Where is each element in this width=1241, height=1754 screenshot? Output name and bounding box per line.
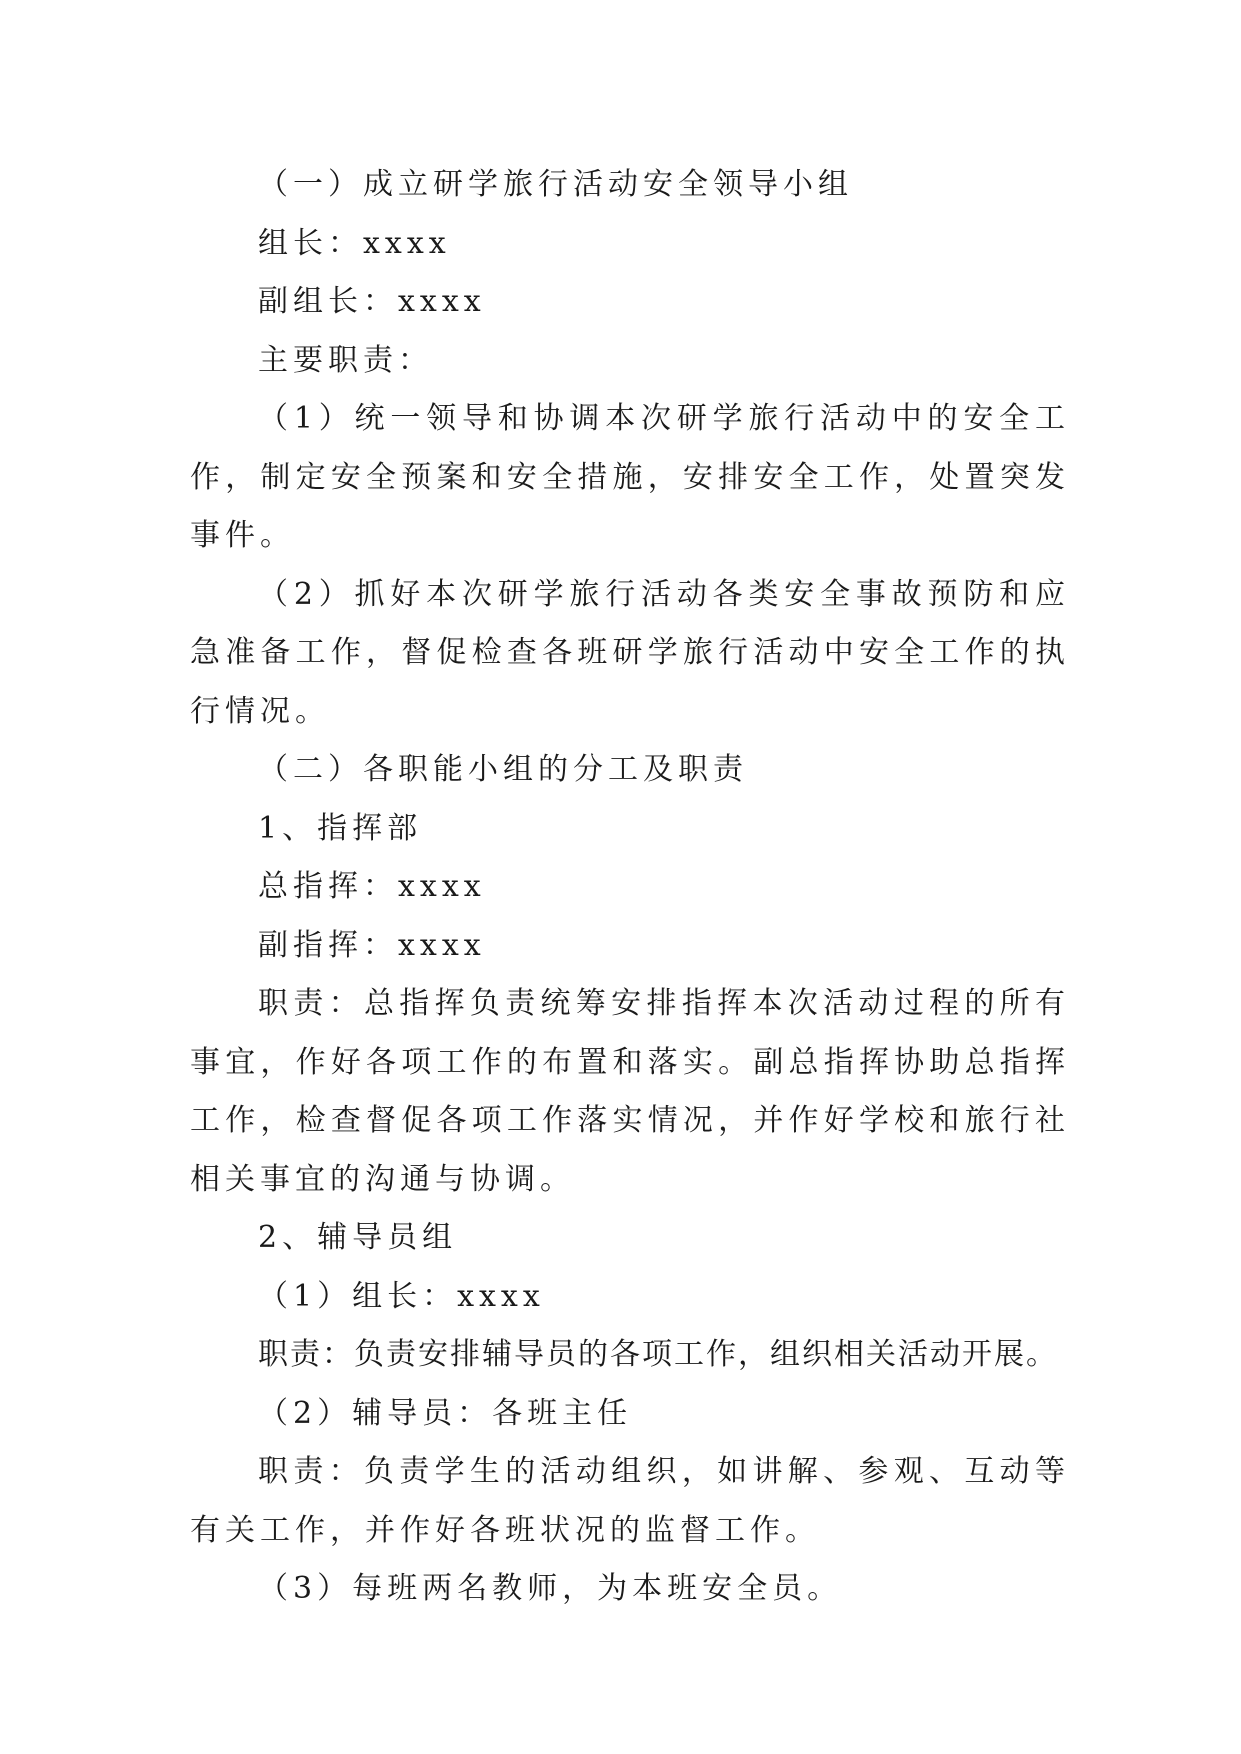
counselor-line: （2）辅导员：各班主任	[258, 1395, 633, 1431]
duty-item-2: （2）抓好本次研学旅行活动各类安全事故预防和应急准备工作，督促检查各班研学旅行活动中安全工作的执行情况。	[190, 576, 1070, 729]
safety-officer-line: （3）每班两名教师，为本班安全员。	[258, 1571, 843, 1606]
section-heading-2: （二）各职能小组的分工及职责	[258, 752, 748, 787]
leader-line: 组长：xxxx	[258, 225, 451, 261]
counselor-leader-line: （1）组长：xxxx	[258, 1278, 545, 1314]
command-chief-line: 总指挥：xxxx	[258, 869, 486, 904]
command-deputy-line: 副指挥：xxxx	[258, 927, 486, 963]
deputy-leader-line: 副组长：xxxx	[258, 284, 486, 319]
counselor-group-title: 2、辅导员组	[258, 1220, 458, 1255]
section-heading-1: （一）成立研学旅行活动安全领导小组	[258, 167, 853, 202]
counselor-duty-paragraph: 职责：负责学生的活动组织，如讲解、参观、互动等有关工作，并作好各班状况的监督工作。	[190, 1454, 1070, 1548]
command-duty-paragraph: 职责：总指挥负责统筹安排指挥本次活动过程的所有事宜，作好各项工作的布置和落实。副总指挥协助总指挥工作，检查督促各项工作落实情况，并作好学校和旅行社相关事宜的沟通与协调。	[190, 986, 1070, 1197]
main-duties-label: 主要职责：	[258, 342, 433, 378]
counselor-leader-duty: 职责：负责安排辅导员的各项工作，组织相关活动开展。	[258, 1337, 1058, 1372]
document-body	[190, 156, 1070, 1619]
command-title: 1、指挥部	[258, 810, 423, 846]
duty-item-1: （1）统一领导和协调本次研学旅行活动中的安全工作，制定安全预案和安全措施，安排安全工作，处置突发事件。	[190, 401, 1070, 553]
